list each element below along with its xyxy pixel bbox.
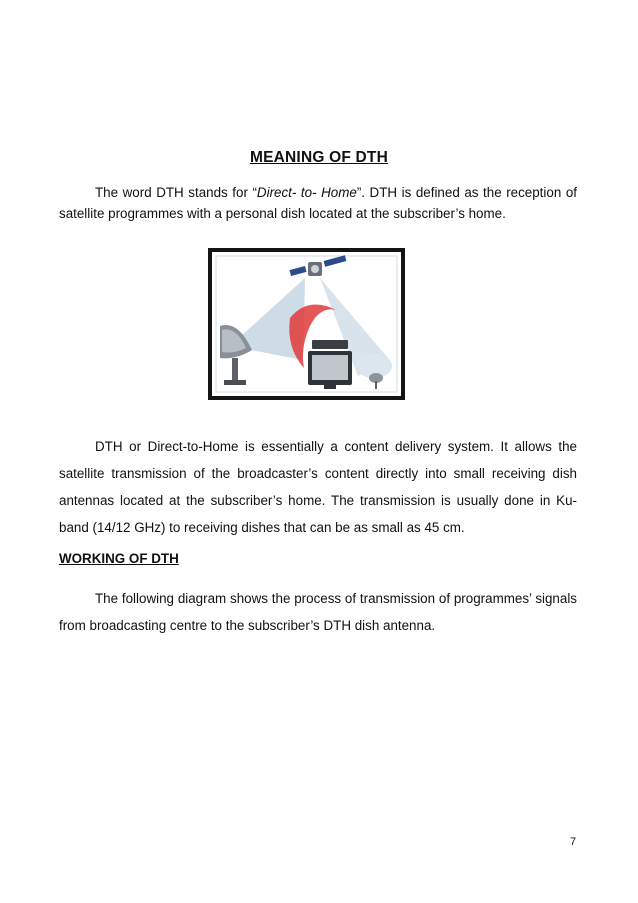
- paragraph-meaning: [59, 182, 577, 224]
- paragraph-text: The following diagram shows the process of transmission of programmes’ signals from broadcasting centre to the subscriber’s DTH dish antenna.: [59, 591, 577, 633]
- page-title: MEANING OF DTH: [250, 149, 388, 166]
- paragraph-dth-description: [59, 433, 577, 541]
- section-heading: WORKING OF DTH: [59, 551, 179, 566]
- television-icon: [308, 340, 352, 389]
- page-number: 7: [570, 836, 577, 848]
- emphasis-text: Direct- to- Home: [256, 185, 357, 200]
- paragraph-text: DTH or Direct-to-Home is essentially a content delivery system. It allows the satellite transmission of the broadcaster’s content directly into small receiving dish antennas located at the subscriber’s home. The transmission is usually done in Ku-band (14/12 GHz) to receiving dishes that can be as small as 45 cm.: [59, 439, 577, 535]
- paragraph-working: [59, 585, 577, 639]
- paragraph-text: ”. DTH is defined as the reception of satellite programmes with a personal dish located at the subscriber’s home.: [59, 185, 577, 221]
- dth-illustration: [208, 248, 405, 400]
- paragraph-text: The word DTH stands for “: [95, 185, 257, 200]
